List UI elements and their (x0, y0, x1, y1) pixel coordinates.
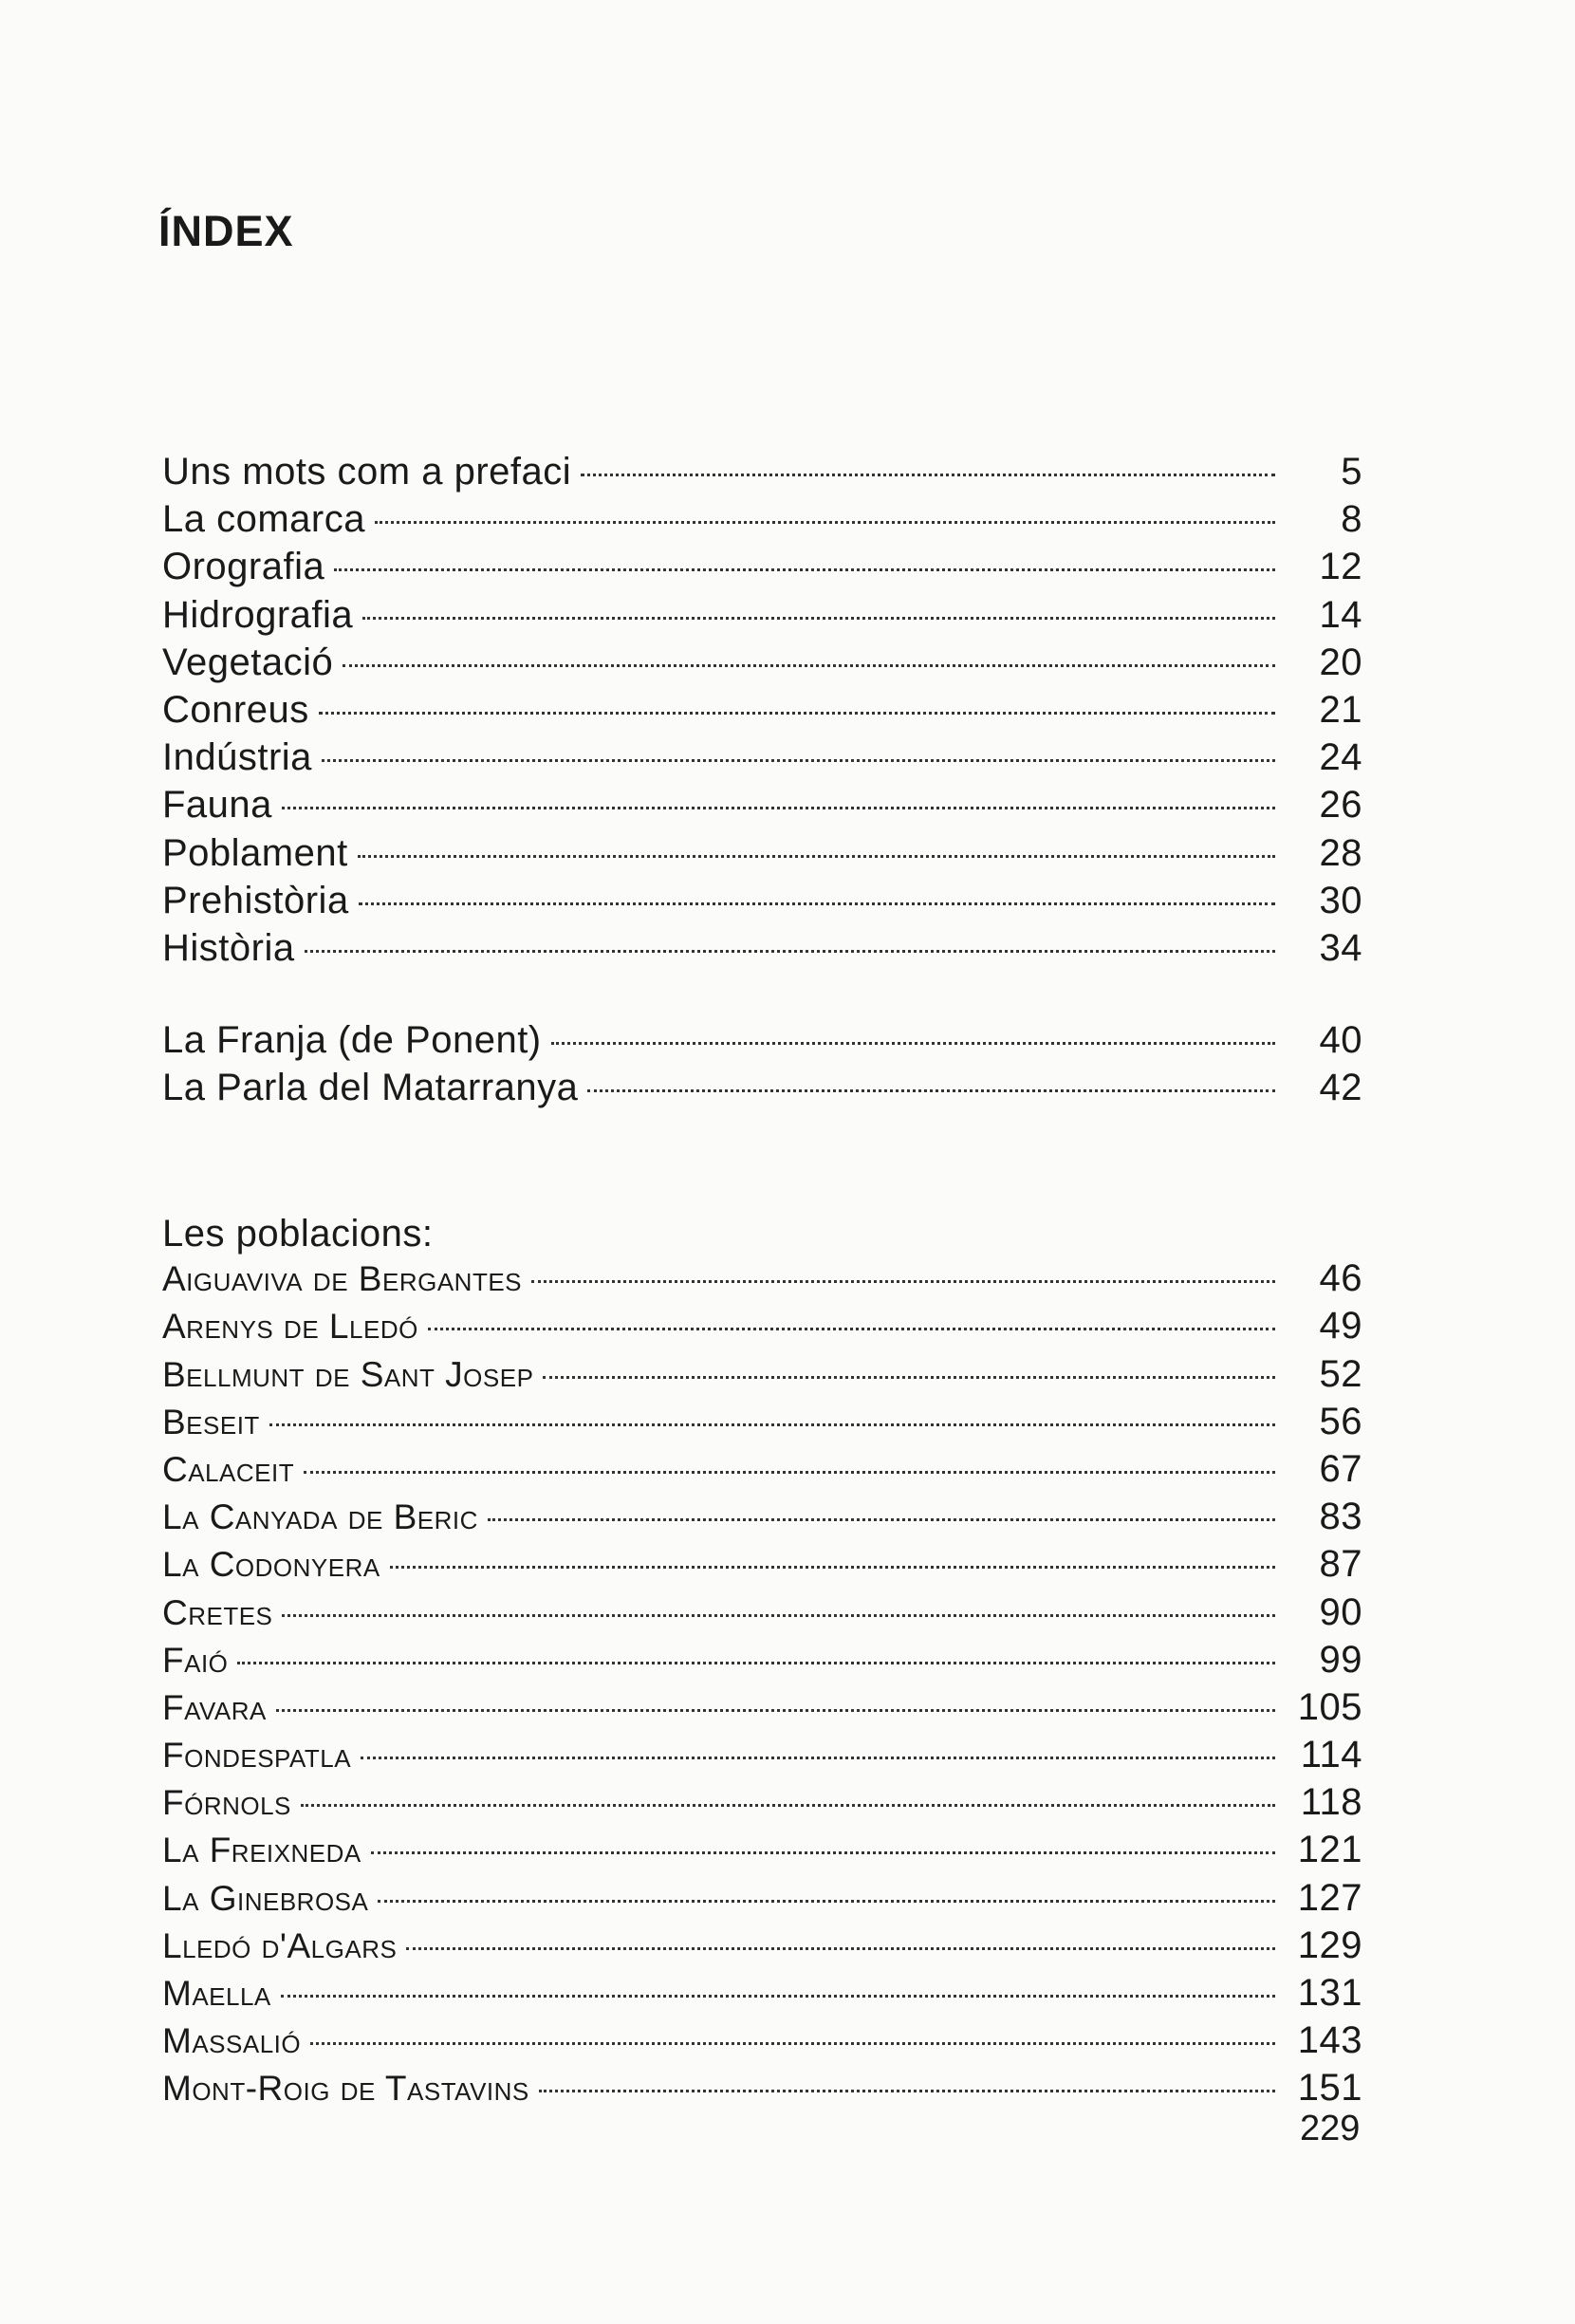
dot-leader (310, 2042, 1275, 2045)
toc-entry-label: Bellmunt de Sant Josep (162, 1354, 534, 1394)
toc-entry-page: 83 (1319, 1496, 1362, 1538)
dot-leader (319, 712, 1275, 715)
toc-entry-page: 28 (1319, 831, 1362, 874)
toc-entry-label: Aiguaviva de Bergantes (162, 1259, 523, 1299)
dot-leader (282, 807, 1275, 809)
toc-entry-label: Calaceit (162, 1449, 295, 1489)
toc-entry-label: Poblament (162, 831, 348, 874)
page-title: ÍNDEX (158, 207, 294, 255)
toc-entry (162, 1257, 1362, 1305)
dot-leader (361, 1757, 1275, 1759)
toc-entry (162, 1067, 1362, 1114)
toc-entry-label: Història (162, 926, 295, 969)
toc-entry-page: 26 (1319, 784, 1362, 827)
dot-leader (378, 1900, 1275, 1903)
toc-entry-label: La Ginebrosa (162, 1878, 369, 1918)
toc-entry-page: 14 (1319, 593, 1362, 636)
toc-entry-label: La comarca (162, 498, 365, 541)
dot-leader (305, 950, 1275, 953)
toc-franja-list (162, 1019, 1362, 1114)
toc-entry (162, 1496, 1362, 1543)
toc-entry (162, 1305, 1362, 1352)
dot-leader (281, 1995, 1275, 1998)
toc-entry (162, 1972, 1362, 2019)
dot-leader (375, 521, 1275, 524)
toc-entry (162, 1781, 1362, 1829)
dot-leader (587, 1089, 1275, 1092)
toc-entry-page: 67 (1319, 1447, 1362, 1490)
dot-leader (581, 474, 1275, 476)
toc-entry-page: 127 (1297, 1876, 1362, 1919)
dot-leader (276, 1709, 1275, 1712)
dot-leader (428, 1328, 1275, 1330)
toc-entry-page: 90 (1319, 1590, 1362, 1633)
dot-leader (322, 759, 1275, 762)
toc-entry-page: 12 (1319, 546, 1362, 588)
toc-entry (162, 1686, 1362, 1734)
page-number: 229 (1300, 2109, 1361, 2148)
toc-entry-page: 5 (1341, 451, 1362, 493)
toc-entry (162, 1401, 1362, 1448)
toc-entry-page: 121 (1297, 1829, 1362, 1871)
toc-entry-page: 49 (1319, 1305, 1362, 1348)
dot-leader (362, 617, 1275, 620)
dot-leader (282, 1614, 1275, 1617)
toc-entry-label: Fauna (162, 784, 272, 827)
toc-entry (162, 1877, 1362, 1924)
dot-leader (237, 1662, 1275, 1664)
toc-entry (162, 1734, 1362, 1781)
toc-entry-label: Arenys de Lledó (162, 1307, 418, 1347)
toc-entry (162, 1019, 1362, 1067)
toc-entry-page: 30 (1319, 879, 1362, 921)
toc-entry (162, 1353, 1362, 1401)
toc-entry-label: Massalió (162, 2021, 302, 2061)
toc-entry (162, 451, 1362, 498)
dot-leader (343, 664, 1275, 667)
toc-entry (162, 1924, 1362, 1972)
toc-entry-label: Fórnols (162, 1783, 291, 1823)
toc-entry-label: Cretes (162, 1592, 273, 1632)
toc-entry-label: Favara (162, 1687, 267, 1727)
toc-main-list (162, 451, 1362, 975)
dot-leader (334, 568, 1275, 571)
toc-entry-label: Mont-Roig de Tastavins (162, 2069, 529, 2109)
toc-entry-page: 20 (1319, 641, 1362, 683)
toc-entry-page: 87 (1319, 1543, 1362, 1586)
dot-leader (539, 2090, 1275, 2092)
toc-entry (162, 880, 1362, 927)
toc-entry-page: 21 (1319, 688, 1362, 731)
dot-leader (543, 1376, 1275, 1379)
toc-entry-label: La Freixneda (162, 1831, 361, 1870)
dot-leader (359, 902, 1275, 905)
toc-entry-label: Prehistòria (162, 879, 349, 921)
toc-entry-label: La Canyada de Beric (162, 1497, 478, 1537)
toc-entry-label: La Codonyera (162, 1545, 380, 1585)
toc-entry (162, 784, 1362, 831)
toc-entry (162, 1543, 1362, 1590)
toc-entry (162, 641, 1362, 689)
toc-entry-page: 24 (1319, 736, 1362, 779)
toc-entry-page: 8 (1341, 498, 1362, 541)
toc-entry (162, 2019, 1362, 2067)
toc-entry-label: Uns mots com a prefaci (162, 451, 572, 493)
toc-entry (162, 1591, 1362, 1639)
dot-leader (488, 1518, 1275, 1521)
dot-leader (390, 1566, 1275, 1569)
toc-entry-label: Maella (162, 1974, 271, 2013)
toc-entry-page: 129 (1297, 1924, 1362, 1966)
toc-entry (162, 594, 1362, 641)
dot-leader (269, 1423, 1275, 1426)
dot-leader (304, 1471, 1275, 1474)
toc-entry (162, 546, 1362, 593)
toc-entry (162, 1639, 1362, 1686)
toc-entry-page: 143 (1297, 2019, 1362, 2062)
toc-entry-page: 105 (1297, 1685, 1362, 1728)
dot-leader (551, 1042, 1275, 1045)
toc-entry-page: 131 (1297, 1972, 1362, 2014)
toc-entry-page: 42 (1319, 1067, 1362, 1109)
dot-leader (531, 1280, 1275, 1283)
toc-entry-page: 46 (1319, 1257, 1362, 1300)
toc-poblacions-list (162, 1210, 1362, 2115)
toc-entry-label: La Franja (de Ponent) (162, 1019, 542, 1061)
toc-entry-page: 52 (1319, 1352, 1362, 1395)
toc-entry-label: Orografia (162, 546, 325, 588)
toc-entry-page: 56 (1319, 1400, 1362, 1442)
toc-entry (162, 832, 1362, 880)
toc-entry-page: 114 (1300, 1734, 1362, 1776)
toc-entry-label: Beseit (162, 1402, 260, 1441)
poblacions-heading: Les poblacions: (162, 1213, 434, 1255)
toc-entry-label: Conreus (162, 688, 309, 731)
toc-entry-label: Faió (162, 1640, 229, 1680)
toc-entry-page: 118 (1300, 1781, 1362, 1824)
toc-entry-label: Hidrografia (162, 593, 354, 636)
toc-entry (162, 1448, 1362, 1496)
dot-leader (406, 1947, 1275, 1950)
toc-entry (162, 1829, 1362, 1876)
toc-entry-label: Fondespatla (162, 1736, 352, 1776)
toc-entry (162, 498, 1362, 546)
toc-entry-label: Indústria (162, 736, 312, 779)
toc-entry-page: 34 (1319, 926, 1362, 969)
toc-entry (162, 736, 1362, 784)
toc-entry-page: 99 (1319, 1638, 1362, 1681)
toc-entry (162, 689, 1362, 736)
toc-entry-page: 40 (1319, 1019, 1362, 1061)
toc-entry-label: La Parla del Matarranya (162, 1067, 579, 1109)
toc-entry-label: Lledó d'Algars (162, 1925, 398, 1965)
toc-entry (162, 2067, 1362, 2114)
dot-leader (301, 1804, 1275, 1807)
toc-entry-label: Vegetació (162, 641, 334, 683)
dot-leader (371, 1851, 1275, 1854)
toc-entry-page: 151 (1297, 2067, 1362, 2110)
dot-leader (358, 855, 1275, 858)
toc-entry (162, 927, 1362, 975)
